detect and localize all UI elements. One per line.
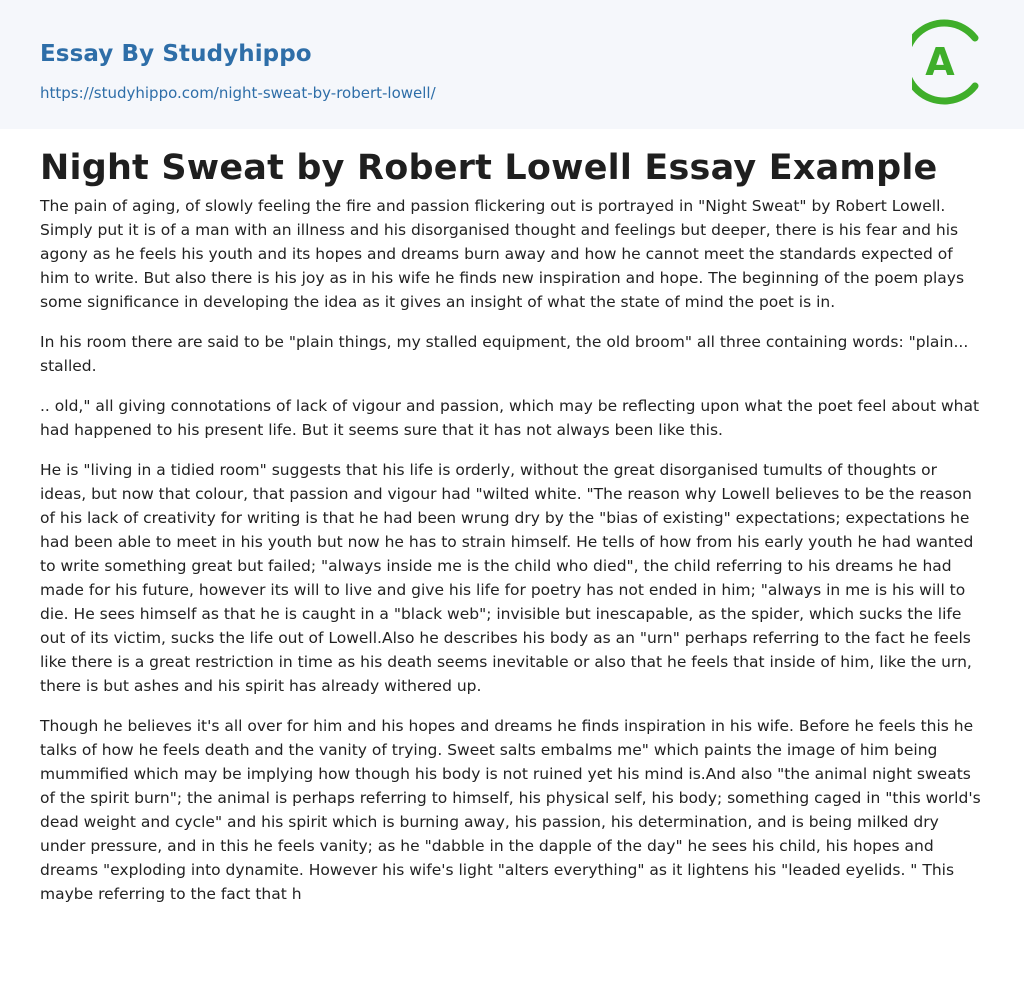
- site-brand[interactable]: Essay By Studyhippo: [40, 41, 312, 67]
- article-paragraph-3: .. old," all giving connotations of lack of vigour and passion, which may be reflecting upon what the poet feel about what had happened to his present life. But it seems sure that it has not always been like this.: [40, 397, 980, 439]
- article-paragraph-5: Though he believes it's all over for him and his hopes and dreams he finds inspiration in his wife. Before he feels this he talks of how he feels death and the vanity of trying. Sweet salts embalms me" which paints the image of him being mummified which may be implying how though his body is not ruined yet his mind is.And also "the animal night sweats of the spirit burn"; the animal is perhaps referring to himself, his physical self, his body; something caged in "this world's dead weight and cycle" and his spirit which is burning away, his passion, his determination, and is being milked dry under pressure, and in this he feels vanity; as he "dabble in the dapple of the day" he sees his child, his hopes and dreams "exploding into dynamite. However his wife's light "alters everything" as it lightens his "leaded eyelids. " This maybe referring to the fact that h: [40, 717, 981, 903]
- article-title: Night Sweat by Robert Lowell Essay Example: [40, 148, 938, 188]
- page-url-link[interactable]: https://studyhippo.com/night-sweat-by-robert-lowell/: [40, 84, 436, 102]
- article-body: [40, 194, 986, 922]
- article-paragraph-2: In his room there are said to be "plain things, my stalled equipment, the old broom" all three containing words: "plain... stalled.: [40, 333, 969, 375]
- article-paragraph-1: The pain of aging, of slowly feeling the fire and passion flickering out is portrayed in "Night Sweat" by Robert Lowell. Simply put it is of a man with an illness and his disorganised thought and feelings but deeper, there is his fear and his agony as he feels his youth and its hopes and dreams burn away and how he cannot meet the standards expected of him to write. But also there is his joy as in his wife he finds new inspiration and hope. The beginning of the poem plays some significance in developing the idea as it gives an insight of what the state of mind the poet is in.: [40, 197, 965, 311]
- article-paragraph-4: He is "living in a tidied room" suggests that his life is orderly, without the great disorganised tumults of thoughts or ideas, but now that colour, that passion and vigour had "wilted white. "The reason why Lowell believes to be the reason of his lack of creativity for writing is that he had been wrung dry by the "bias of existing" expectations; expectations he had been able to meet in his youth but now he has to strain himself. He tells of how from his early youth he had wanted to write something great but failed; "always inside me is the child who died", the child referring to his dreams he had made for his future, however its will to live and give his life for poetry has not ended in him; "always in me is his will to die. He sees himself as that he is caught in a "black web"; invisible but inescapable, as the spider, which sucks the life out of its victim, sucks the life out of Lowell.Also he describes his body as an "urn" perhaps referring to the fact he feels like there is a great restriction in time as his death seems inevitable or also that he feels that inside of him, like the urn, there is but ashes and his spirit has already withered up.: [40, 461, 974, 695]
- logo-letter: A: [925, 40, 955, 84]
